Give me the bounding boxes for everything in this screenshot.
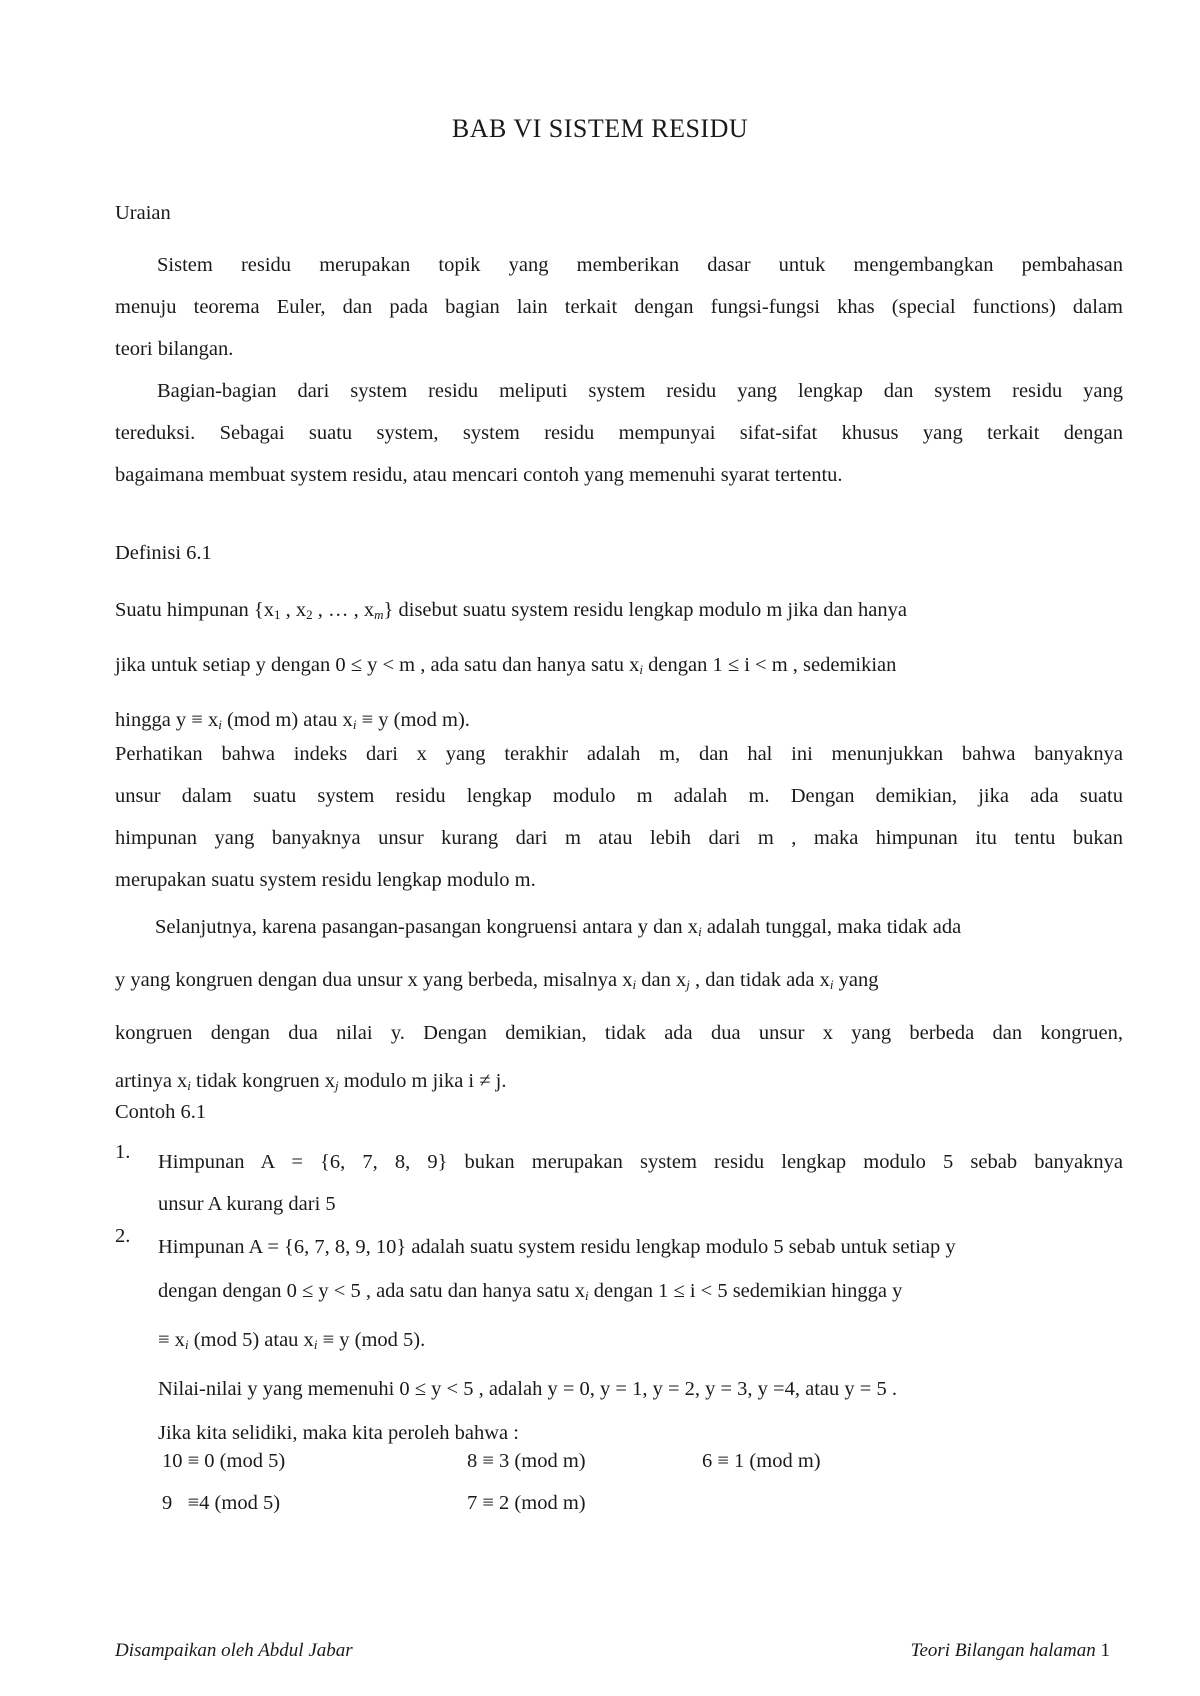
definisi-heading: Definisi 6.1 — [115, 542, 212, 564]
text-run: artinya x — [115, 1070, 188, 1092]
text-run: y yang kongruen dengan dua unsur x yang berbeda, misalnya x — [115, 969, 633, 991]
uraian-paragraph-1 — [115, 244, 1123, 370]
subscript: j — [334, 1078, 339, 1093]
text-line: Himpunan A = {6, 7, 8, 9} bukan merupakan system residu lengkap modulo 5 sebab banyaknya — [158, 1151, 1123, 1173]
text-line — [158, 1269, 1123, 1318]
text-run: ≡ y (mod m). — [356, 709, 470, 731]
selanjutnya-paragraph — [115, 903, 1123, 1110]
text-line — [158, 1318, 1123, 1367]
subscript: i — [313, 1337, 318, 1352]
text-line: bagaimana membuat system residu, atau mencari contoh yang memenuhi syarat tertentu. — [115, 464, 843, 486]
definition-line-1 — [115, 585, 1123, 640]
text-line: Jika kita selidiki, maka kita peroleh bahwa : — [158, 1422, 519, 1444]
text-line: merupakan suatu system residu lengkap modulo m. — [115, 869, 536, 891]
subscript: i — [829, 977, 834, 992]
text-run: dengan 1 ≤ i < 5 sedemikian hingga y — [588, 1280, 903, 1302]
text-line — [115, 956, 1123, 1009]
text-run: tidak kongruen x — [190, 1070, 335, 1092]
text-line: unsur dalam suatu system residu lengkap modulo m adalah m. Dengan demikian, jika ada suatu — [115, 785, 1123, 807]
congruence: 10 ≡ 0 (mod 5) — [162, 1450, 286, 1472]
list-item — [158, 1141, 1123, 1225]
text-run: jika untuk setiap y dengan 0 ≤ y < m , ada satu dan hanya satu x — [115, 654, 640, 676]
text-line: unsur A kurang dari 5 — [158, 1193, 336, 1215]
text-run: hingga y ≡ x — [115, 709, 219, 731]
subscript: 2 — [306, 607, 313, 622]
subscript: j — [686, 977, 690, 992]
text-run: dengan dengan 0 ≤ y < 5 , ada satu dan hanya satu x — [158, 1280, 585, 1302]
subscript: m — [374, 607, 384, 622]
text-line: menuju teorema Euler, dan pada bagian lain terkait dengan fungsi-fungsi khas (special functions) dalam — [115, 296, 1123, 318]
text-run: dengan 1 ≤ i < m , sedemikian — [643, 654, 897, 676]
text-line: kongruen dengan dua nilai y. Dengan demikian, tidak ada dua unsur x yang berbeda dan kongruen, — [115, 1022, 1123, 1044]
footer-page-label — [911, 1640, 1110, 1662]
text-run: , … , x — [312, 599, 375, 621]
subscript: 1 — [274, 607, 281, 622]
definition-line-2 — [115, 640, 1123, 695]
definition-6-1 — [115, 585, 1123, 750]
text-line: Sistem residu merupakan topik yang memberikan dasar untuk mengembangkan pembahasan — [157, 254, 1123, 276]
text-line: Perhatikan bahwa indeks dari x yang terakhir adalah m, dan hal ini menunjukkan bahwa banyaknya — [115, 743, 1123, 765]
text-line: tereduksi. Sebagai suatu system, system residu mempunyai sifat-sifat khusus yang terkait dengan — [115, 422, 1123, 444]
page-number: 1 — [1100, 1640, 1110, 1661]
subscript: i — [632, 977, 637, 992]
list-item — [158, 1225, 1123, 1455]
text-run: (mod m) atau x — [221, 709, 353, 731]
subscript: i — [639, 662, 643, 677]
text-line: Nilai-nilai y yang memenuhi 0 ≤ y < 5 , adalah y = 0, y = 1, y = 2, y = 3, y =4, atau y = 5 . — [158, 1378, 897, 1400]
subscript: i — [187, 1078, 191, 1093]
text-run: Selanjutnya, karena pasangan-pasangan kongruensi antara y dan x — [155, 916, 699, 938]
text-run: , x — [280, 599, 307, 621]
text-run: ≡ x — [158, 1329, 185, 1351]
text-run: dan x — [636, 969, 687, 991]
text-run: adalah tunggal, maka tidak ada — [701, 916, 962, 938]
footer-course: Teori Bilangan halaman — [910, 1640, 1096, 1661]
subscript: i — [218, 717, 222, 732]
text-run: yang — [833, 969, 879, 991]
text-line: Himpunan A = {6, 7, 8, 9, 10} adalah suatu system residu lengkap modulo 5 sebab untuk setiap y — [158, 1236, 956, 1258]
list-number: 2. — [115, 1225, 131, 1247]
congruence: 7 ≡ 2 (mod m) — [467, 1492, 586, 1514]
text-line: Bagian-bagian dari system residu meliputi system residu yang lengkap dan system residu yang — [157, 380, 1123, 402]
text-run: , dan tidak ada x — [689, 969, 830, 991]
congruence: 9 ≡4 (mod 5) — [162, 1492, 281, 1514]
chapter-title: BAB VI SISTEM RESIDU — [451, 114, 749, 143]
footer-author: Disampaikan oleh Abdul Jabar — [115, 1640, 353, 1661]
subscript: i — [184, 1337, 189, 1352]
text-run: ≡ y (mod 5). — [317, 1329, 426, 1351]
text-run: (mod 5) atau x — [188, 1329, 314, 1351]
subscript: i — [585, 1288, 589, 1303]
text-line — [115, 903, 1123, 956]
text-run: modulo m jika i ≠ j. — [338, 1070, 507, 1092]
subscript: i — [352, 717, 357, 732]
text-run: Suatu himpunan {x — [115, 599, 275, 621]
congruence: 8 ≡ 3 (mod m) — [467, 1450, 586, 1472]
text-line: teori bilangan. — [115, 338, 234, 360]
text-line: himpunan yang banyaknya unsur kurang dari m atau lebih dari m , maka himpunan itu tentu bukan — [115, 827, 1123, 849]
congruence: 6 ≡ 1 (mod m) — [702, 1450, 821, 1472]
text-run: } disebut suatu system residu lengkap modulo m jika dan hanya — [383, 599, 907, 621]
contoh-heading: Contoh 6.1 — [115, 1101, 207, 1123]
list-number: 1. — [115, 1141, 131, 1163]
uraian-paragraph-2 — [115, 370, 1123, 496]
uraian-heading: Uraian — [115, 202, 171, 224]
perhatikan-paragraph — [115, 733, 1123, 901]
subscript: i — [698, 924, 702, 939]
